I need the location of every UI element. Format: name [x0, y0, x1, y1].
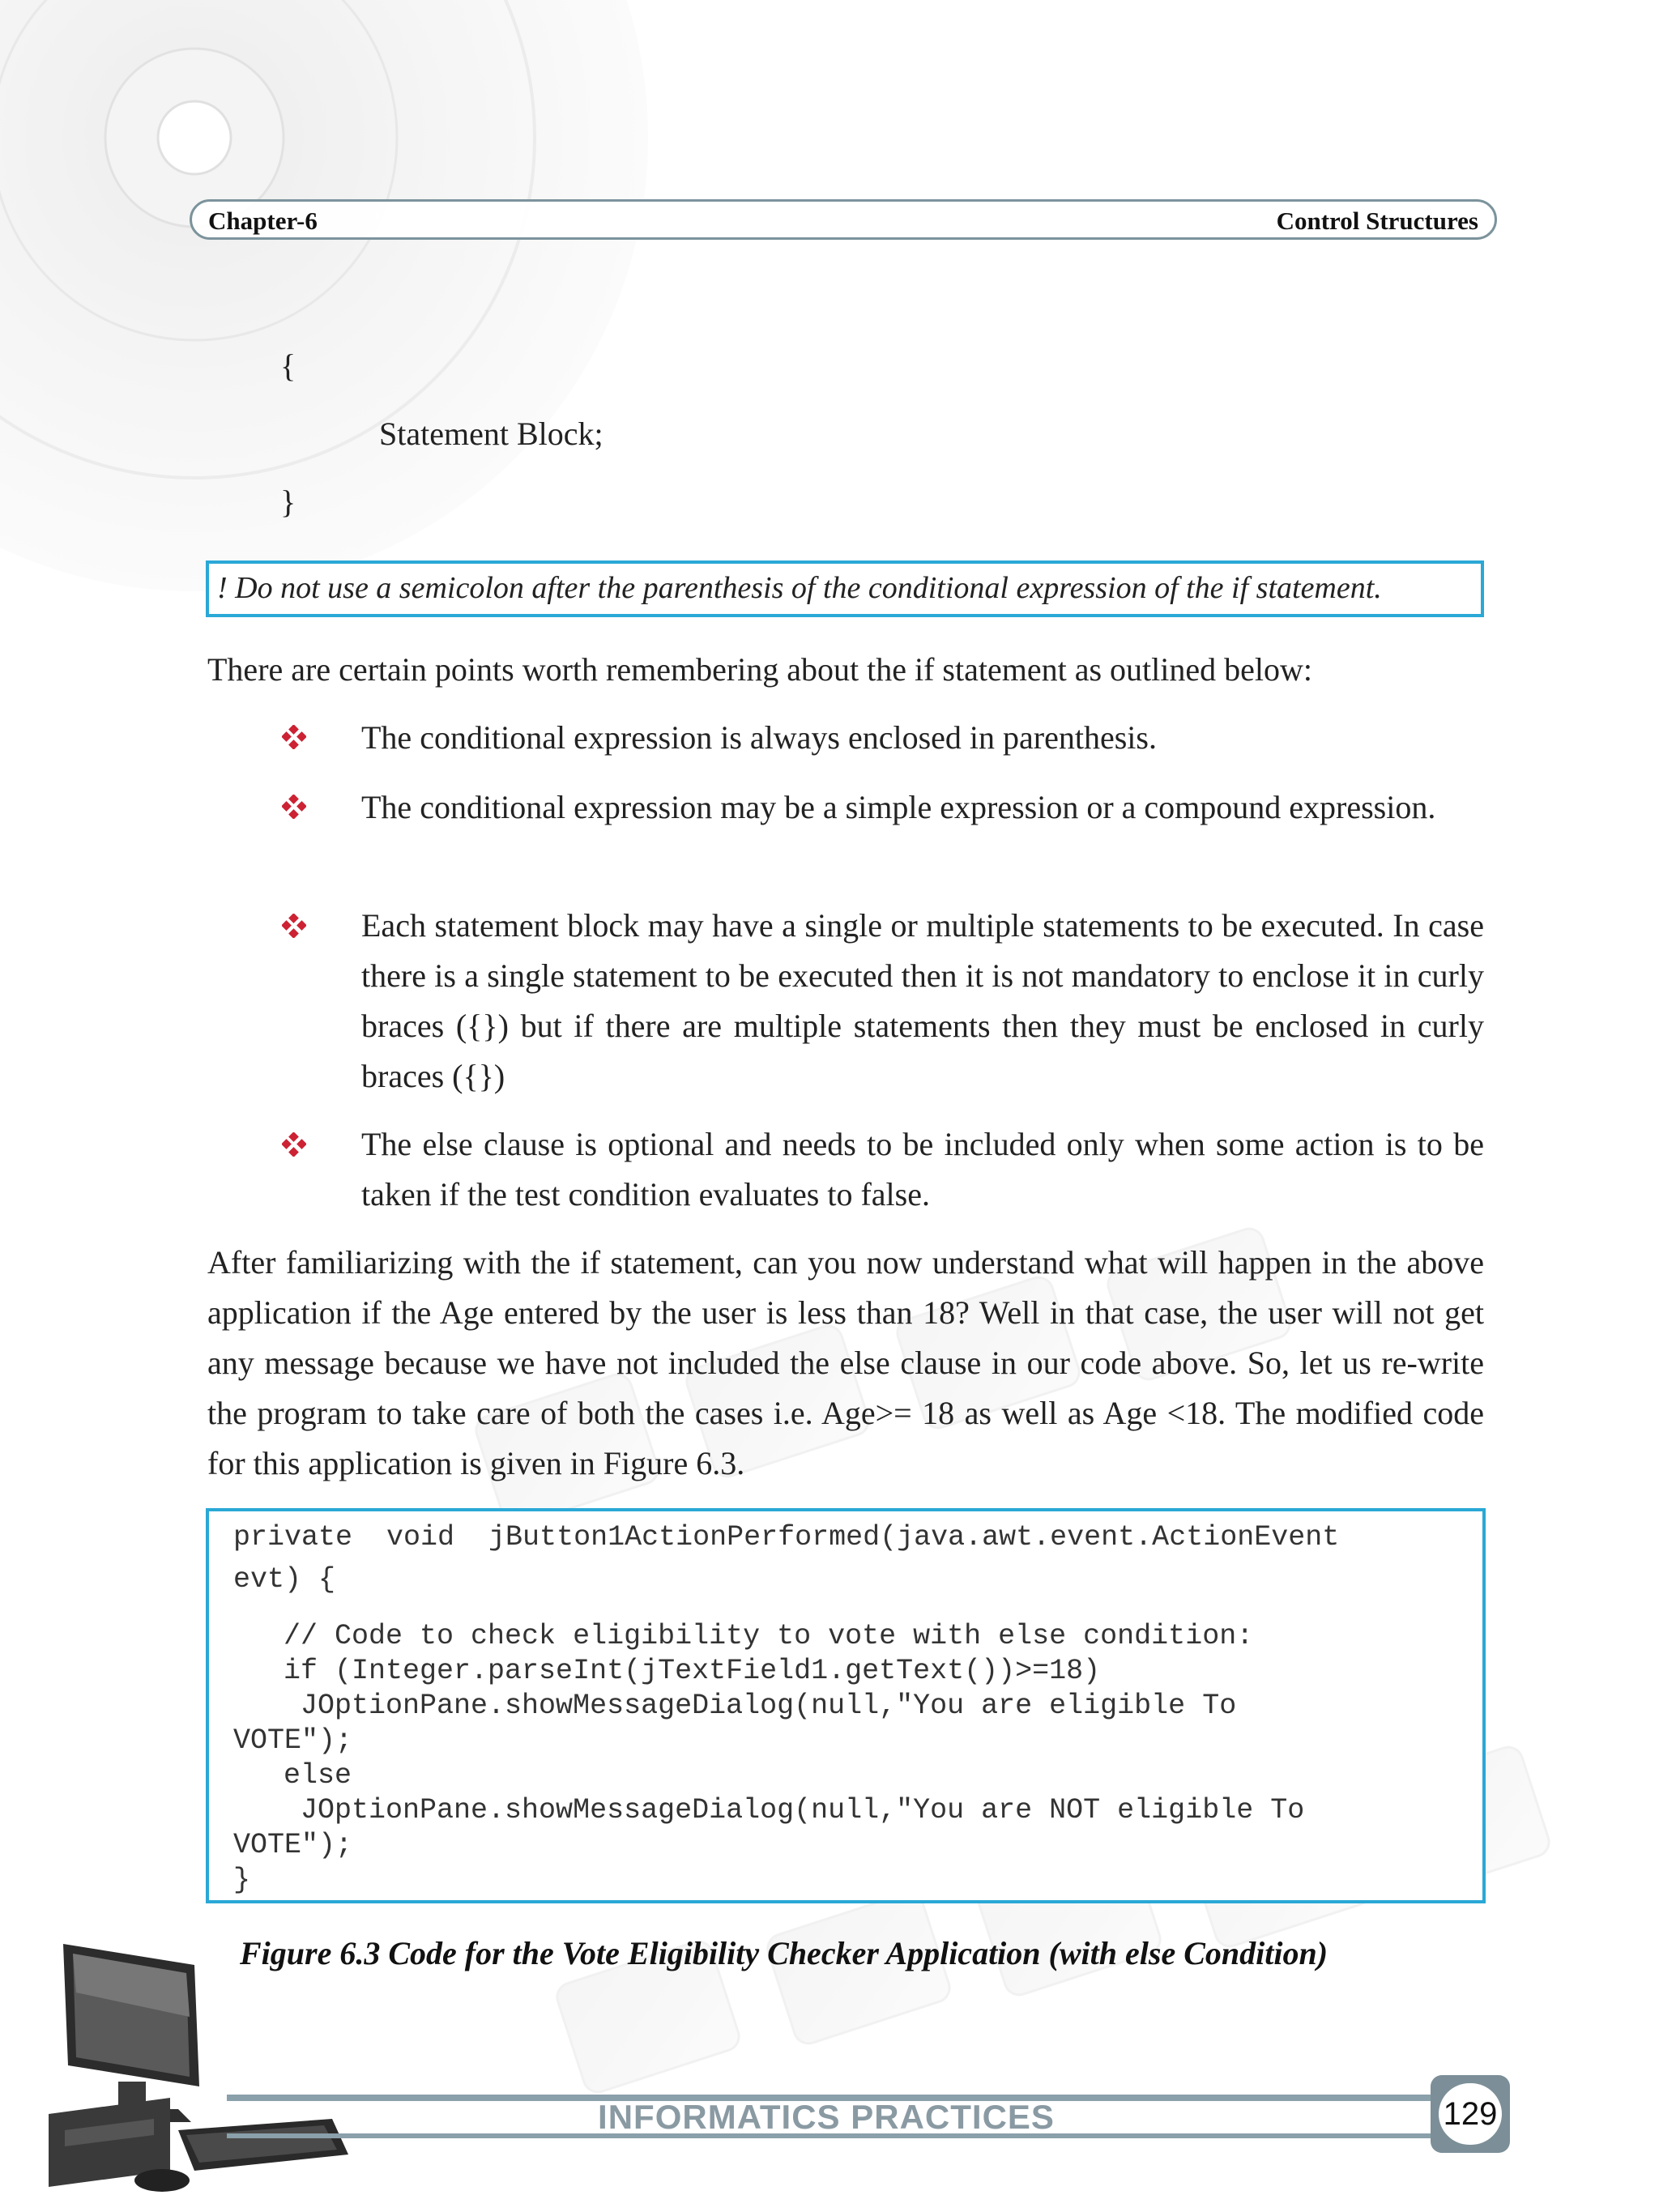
warning-note-text: ! Do not use a semicolon after the parenthesis of the conditional expression of the if statement.: [217, 571, 1382, 605]
bullet-item: The conditional expression may be a simple expression or a compound expression.: [361, 789, 1436, 825]
code-line: else: [249, 1759, 352, 1792]
bullet-item: The conditional expression is always enclosed in parenthesis.: [361, 719, 1157, 756]
chapter-header: [190, 199, 1497, 240]
page-number: 129: [1439, 2083, 1502, 2145]
bullet-item: Each statement block may have a single or multiple statements to be executed. In case there is a single statement to be executed then it is not mandatory to enclose it in curly braces ({}) but if there are multiple statements then they must be enclosed in curly braces ({}): [361, 907, 1484, 1094]
code-line: private void jButton1ActionPerformed(java.awt.event.ActionEvent: [233, 1521, 1340, 1554]
open-brace: {: [280, 347, 296, 384]
close-brace: }: [280, 484, 296, 520]
chapter-label: Chapter-6: [208, 207, 318, 235]
section-title: Control Structures: [1276, 207, 1478, 235]
code-line: JOptionPane.showMessageDialog(null,"You are eligible To: [249, 1690, 1237, 1722]
page-number-badge: [1431, 2075, 1510, 2153]
code-line: if (Integer.parseInt(jTextField1.getText())>=18): [249, 1655, 1101, 1687]
code-line: evt) {: [233, 1563, 336, 1596]
code-line: // Code to check eligibility to vote with else condition:: [249, 1620, 1254, 1652]
statement-block-text: Statement Block;: [379, 416, 603, 452]
diamond-bullet-icon: [282, 795, 306, 819]
diamond-bullet-icon: [282, 914, 306, 938]
intro-paragraph: There are certain points worth remembering about the if statement as outlined below:: [207, 651, 1312, 688]
code-line: VOTE");: [233, 1829, 353, 1861]
code-line: }: [233, 1864, 251, 1896]
diamond-bullet-icon: [282, 725, 306, 749]
code-line: JOptionPane.showMessageDialog(null,"You are NOT eligible To: [249, 1794, 1305, 1826]
diamond-bullet-icon: [282, 1132, 306, 1157]
bullet-item: The else clause is optional and needs to be included only when some action is to be taken if the test condition evaluates to false.: [361, 1126, 1484, 1213]
figure-caption: Figure 6.3 Code for the Vote Eligibility Checker Application (with else Condition): [240, 1935, 1328, 1971]
warning-note-box: [206, 560, 1484, 617]
code-line: VOTE");: [233, 1724, 353, 1757]
computer-illustration: [41, 1928, 348, 2195]
code-listing: [206, 1508, 1486, 1903]
book-title: INFORMATICS PRACTICES: [598, 2098, 1055, 2136]
body-paragraph: After familiarizing with the if statement, can you now understand what will happen in the above application if the Age entered by the user is less than 18? Well in that case, the user will not get any message because we have not included the else clause in our code above. So, let us re-write the program to take care of both the cases i.e. Age>= 18 as well as Age <18. The modified code for this application is given in Figure 6.3.: [207, 1244, 1484, 1481]
